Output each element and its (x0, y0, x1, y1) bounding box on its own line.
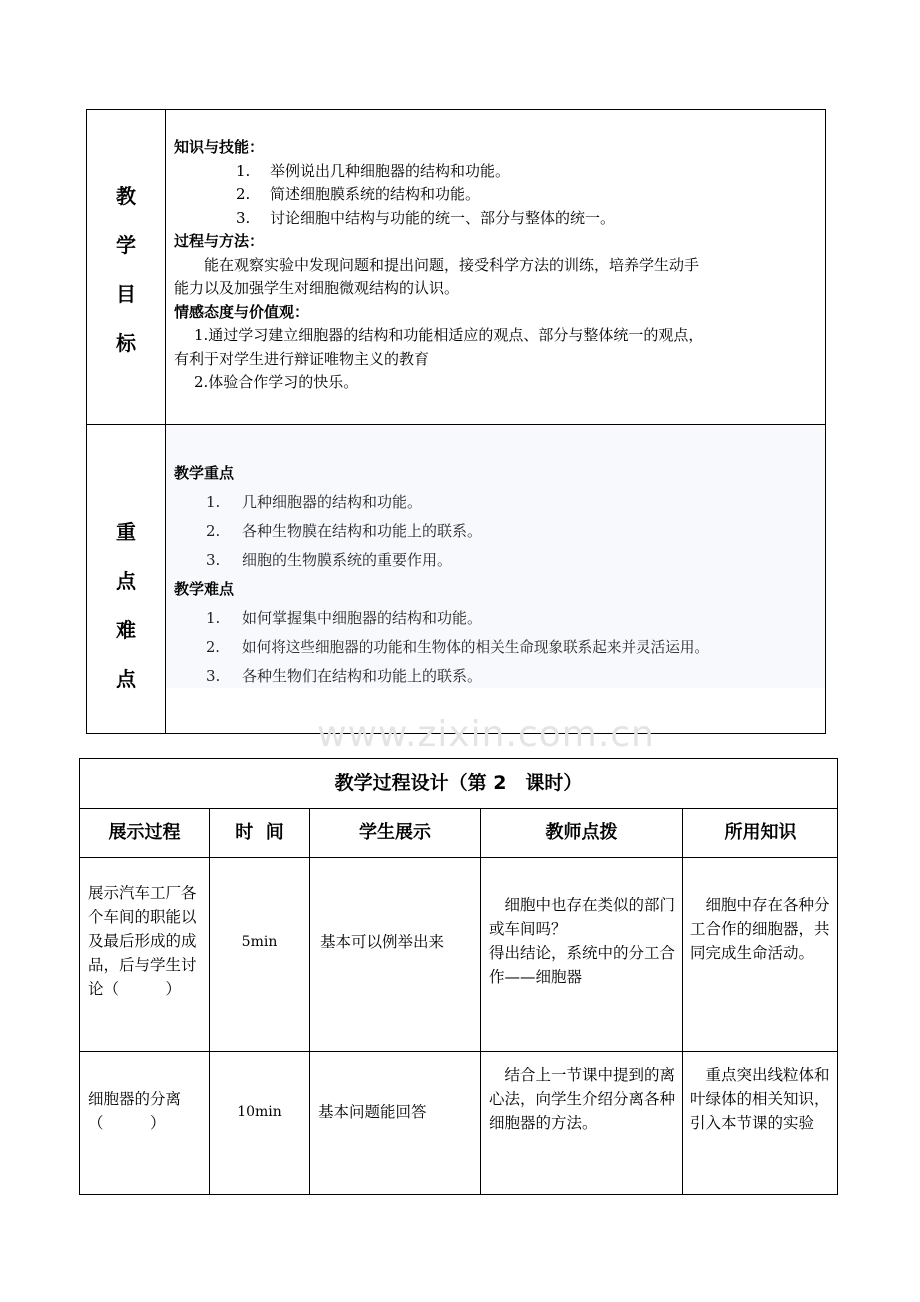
cell-text: 基本问题能回答 (318, 1103, 427, 1121)
side-char: 目 (116, 282, 136, 306)
column-header: 教师点拨 (481, 808, 683, 857)
objectives-content (174, 136, 824, 395)
list-item (174, 604, 824, 633)
table-cell (683, 1051, 838, 1195)
item-text: 如何掌握集中细胞器的结构和功能。 (242, 609, 483, 627)
list-item (174, 207, 824, 231)
table-cell (683, 857, 838, 1051)
table-cell (310, 857, 481, 1051)
table-row (80, 857, 837, 1052)
item-text: 细胞的生物膜系统的重要作用。 (242, 551, 453, 569)
keypoints-content (174, 459, 824, 691)
process-text: 能力以及加强学生对细胞微观结构的认识。 (174, 279, 460, 297)
objectives-table (86, 109, 826, 755)
side-char: 教 (116, 184, 136, 208)
focus-heading: 教学重点 (174, 464, 235, 482)
cell-text: 细胞中也存在类似的部门或车间吗？ 得出结论，系统中的分工合作——细胞器 (489, 896, 676, 986)
difficulty-heading: 教学难点 (174, 580, 235, 598)
item-number: 1. (236, 161, 251, 180)
item-text: 各种生物膜在结构和功能上的联系。 (242, 522, 483, 540)
side-char: 点 (116, 667, 136, 691)
watermark: www.zixin.com.cn (317, 714, 655, 755)
cell-text: 结合上一节课中提到的离心法，向学生介绍分离各种细胞器的方法。 (489, 1066, 676, 1132)
emotion-heading: 情感态度与价值观： (174, 302, 310, 321)
column-header: 时 间 (210, 808, 310, 857)
table-row (80, 1051, 837, 1195)
list-item (174, 662, 824, 691)
cell-text: 展示汽车工厂各个车间的职能以及最后形成的成品，后与学生讨论（ ） (88, 884, 197, 998)
list-item (174, 517, 824, 546)
cell-text: 细胞中存在各种分工合作的细胞器，共同完成生命活动。 (690, 896, 830, 962)
table-header-row (80, 808, 837, 858)
column-header: 学生展示 (310, 808, 481, 857)
item-number: 2. (236, 185, 251, 203)
item-number: 3. (206, 551, 221, 569)
column-header: 展示过程 (80, 808, 210, 857)
knowledge-heading: 知识与技能： (174, 138, 265, 156)
process-table-title: 教学过程设计（第 2 课时） (80, 759, 837, 809)
table-cell (481, 857, 683, 1051)
list-item (174, 546, 824, 575)
cell-text: 重点突出线粒体和叶绿体的相关知识，引入本节课的实验 (690, 1066, 830, 1132)
table-cell (80, 857, 210, 1051)
side-char: 难 (116, 618, 136, 642)
process-table (79, 758, 838, 1195)
item-text: 几种细胞器的结构和功能。 (242, 493, 423, 511)
column-header: 所用知识 (724, 822, 797, 843)
item-number: 2. (206, 639, 220, 656)
side-char: 点 (116, 569, 136, 593)
item-number: 2. (206, 522, 221, 540)
table-cell (80, 1051, 210, 1195)
item-number: 1. (206, 493, 221, 511)
emotion-text: 2.体验合作学习的快乐。 (194, 373, 359, 391)
process-heading: 过程与方法： (174, 232, 265, 250)
list-item (174, 183, 824, 207)
list-item (174, 633, 824, 662)
table-cell (210, 1051, 310, 1195)
item-number: 1. (206, 609, 221, 627)
list-item (174, 488, 824, 517)
item-text: 各种生物们在结构和功能上的联系。 (242, 667, 483, 685)
item-number: 3. (206, 667, 221, 685)
objectives-side-label (87, 172, 165, 368)
emotion-text: 1.通过学习建立细胞器的结构和功能相适应的观点、部分与整体统一的观点， (194, 326, 704, 344)
keypoints-side-label (87, 508, 165, 704)
process-text: 能在观察实验中发现问题和提出问题，接受科学方法的训练，培养学生动手 (204, 255, 700, 274)
table-cell (310, 1051, 481, 1195)
list-item (174, 160, 824, 184)
item-text: 如何将这些细胞器的功能和生物体的相关生命现象联系起来并灵活运用。 (242, 639, 710, 656)
item-text: 讨论细胞中结构与功能的统一、部分与整体的统一。 (270, 208, 616, 227)
side-char: 学 (116, 233, 136, 257)
item-number: 3. (236, 208, 251, 227)
cell-text: 基本可以例举出来 (320, 933, 445, 951)
side-char: 重 (116, 520, 136, 544)
table-cell (481, 1051, 683, 1195)
emotion-text: 有利于对学生进行辩证唯物主义的教育 (174, 349, 430, 368)
cell-text: 细胞器的分离（ ） (88, 1090, 182, 1132)
item-text: 举例说出几种细胞器的结构和功能。 (270, 161, 511, 180)
item-text: 简述细胞膜系统的结构和功能。 (270, 185, 481, 203)
side-char: 标 (116, 331, 136, 355)
cell-text: 5min (241, 934, 278, 950)
table-cell (210, 857, 310, 1051)
cell-text: 10min (237, 1104, 282, 1120)
